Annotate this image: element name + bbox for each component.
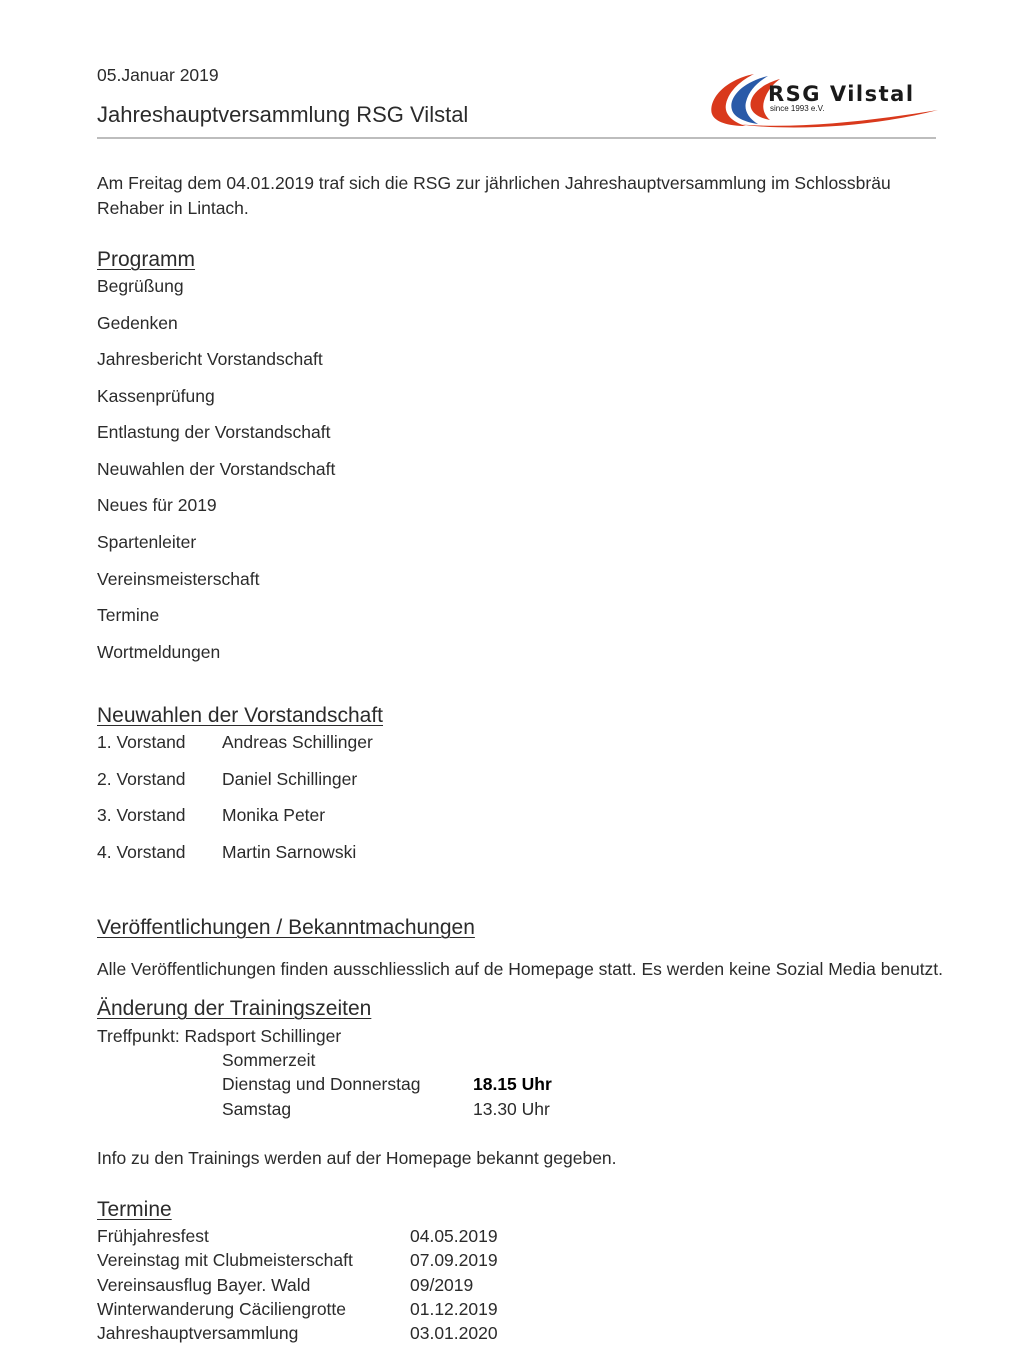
veroeffentlichungen-text: Alle Veröffentlichungen finden ausschliesslich auf de Homepage statt. Es werden keine Sozial Media benutzt. bbox=[97, 959, 944, 979]
training-time: 18.15 Uhr bbox=[473, 1074, 552, 1094]
programm-item: Entlastung der Vorstandschaft bbox=[97, 422, 331, 442]
training-treffpunkt: Treffpunkt: Radsport Schillinger bbox=[97, 1026, 342, 1046]
termin-date: 04.05.2019 bbox=[410, 1226, 498, 1246]
programm-item: Spartenleiter bbox=[97, 532, 197, 552]
header-divider bbox=[97, 137, 936, 139]
programm-item: Gedenken bbox=[97, 313, 178, 333]
logo-since: since 1993 e.V. bbox=[770, 104, 825, 113]
programm-item: Vereinsmeisterschaft bbox=[97, 569, 260, 589]
intro-paragraph: Am Freitag dem 04.01.2019 traf sich die RSG zur jährlichen Jahreshauptversammlung im Schlossbräu Rehaber in Lintach. bbox=[97, 173, 891, 218]
vorstand-name: Monika Peter bbox=[222, 805, 326, 825]
termin-date: 03.01.2020 bbox=[410, 1323, 498, 1343]
training-day: Dienstag und Donnerstag bbox=[222, 1074, 421, 1094]
termin-event: Vereinsausflug Bayer. Wald bbox=[97, 1275, 311, 1295]
vorstand-role: 3. Vorstand bbox=[97, 805, 186, 825]
termin-date: 01.12.2019 bbox=[410, 1299, 498, 1319]
neuwahlen-heading: Neuwahlen der Vorstandschaft bbox=[97, 704, 384, 727]
vorstand-role: 1. Vorstand bbox=[97, 732, 186, 752]
programm-item: Kassenprüfung bbox=[97, 386, 215, 406]
document-date: 05.Januar 2019 bbox=[97, 65, 219, 85]
vorstand-role: 4. Vorstand bbox=[97, 842, 186, 862]
training-day: Samstag bbox=[222, 1099, 292, 1119]
vorstand-name: Martin Sarnowski bbox=[222, 842, 357, 862]
termin-event: Vereinstag mit Clubmeisterschaft bbox=[97, 1250, 353, 1270]
termin-date: 07.09.2019 bbox=[410, 1250, 498, 1270]
veroeffentlichungen-heading: Veröffentlichungen / Bekanntmachungen bbox=[97, 916, 475, 939]
vorstand-role: 2. Vorstand bbox=[97, 769, 186, 789]
vorstand-name: Andreas Schillinger bbox=[222, 732, 373, 752]
programm-heading: Programm bbox=[97, 248, 196, 271]
training-season: Sommerzeit bbox=[222, 1050, 316, 1070]
programm-item: Neues für 2019 bbox=[97, 495, 217, 515]
programm-item: Termine bbox=[97, 605, 160, 625]
vorstand-name: Daniel Schillinger bbox=[222, 769, 358, 789]
training-time: 13.30 Uhr bbox=[473, 1099, 550, 1119]
programm-item: Neuwahlen der Vorstandschaft bbox=[97, 459, 336, 479]
programm-item: Wortmeldungen bbox=[97, 642, 221, 662]
termin-date: 09/2019 bbox=[410, 1275, 474, 1295]
programm-item: Begrüßung bbox=[97, 276, 184, 296]
programm-item: Jahresbericht Vorstandschaft bbox=[97, 349, 323, 369]
termin-event: Frühjahresfest bbox=[97, 1226, 209, 1246]
document-title: Jahreshauptversammlung RSG Vilstal bbox=[97, 102, 469, 127]
termine-heading: Termine bbox=[97, 1198, 172, 1221]
logo-wordmark: RSG Vilstal bbox=[768, 82, 915, 106]
termin-event: Jahreshauptversammlung bbox=[97, 1323, 299, 1343]
termin-event: Winterwanderung Cäciliengrotte bbox=[97, 1299, 347, 1319]
training-heading: Änderung der Trainingszeiten bbox=[97, 997, 372, 1020]
training-info: Info zu den Trainings werden auf der Homepage bekannt gegeben. bbox=[97, 1148, 617, 1168]
